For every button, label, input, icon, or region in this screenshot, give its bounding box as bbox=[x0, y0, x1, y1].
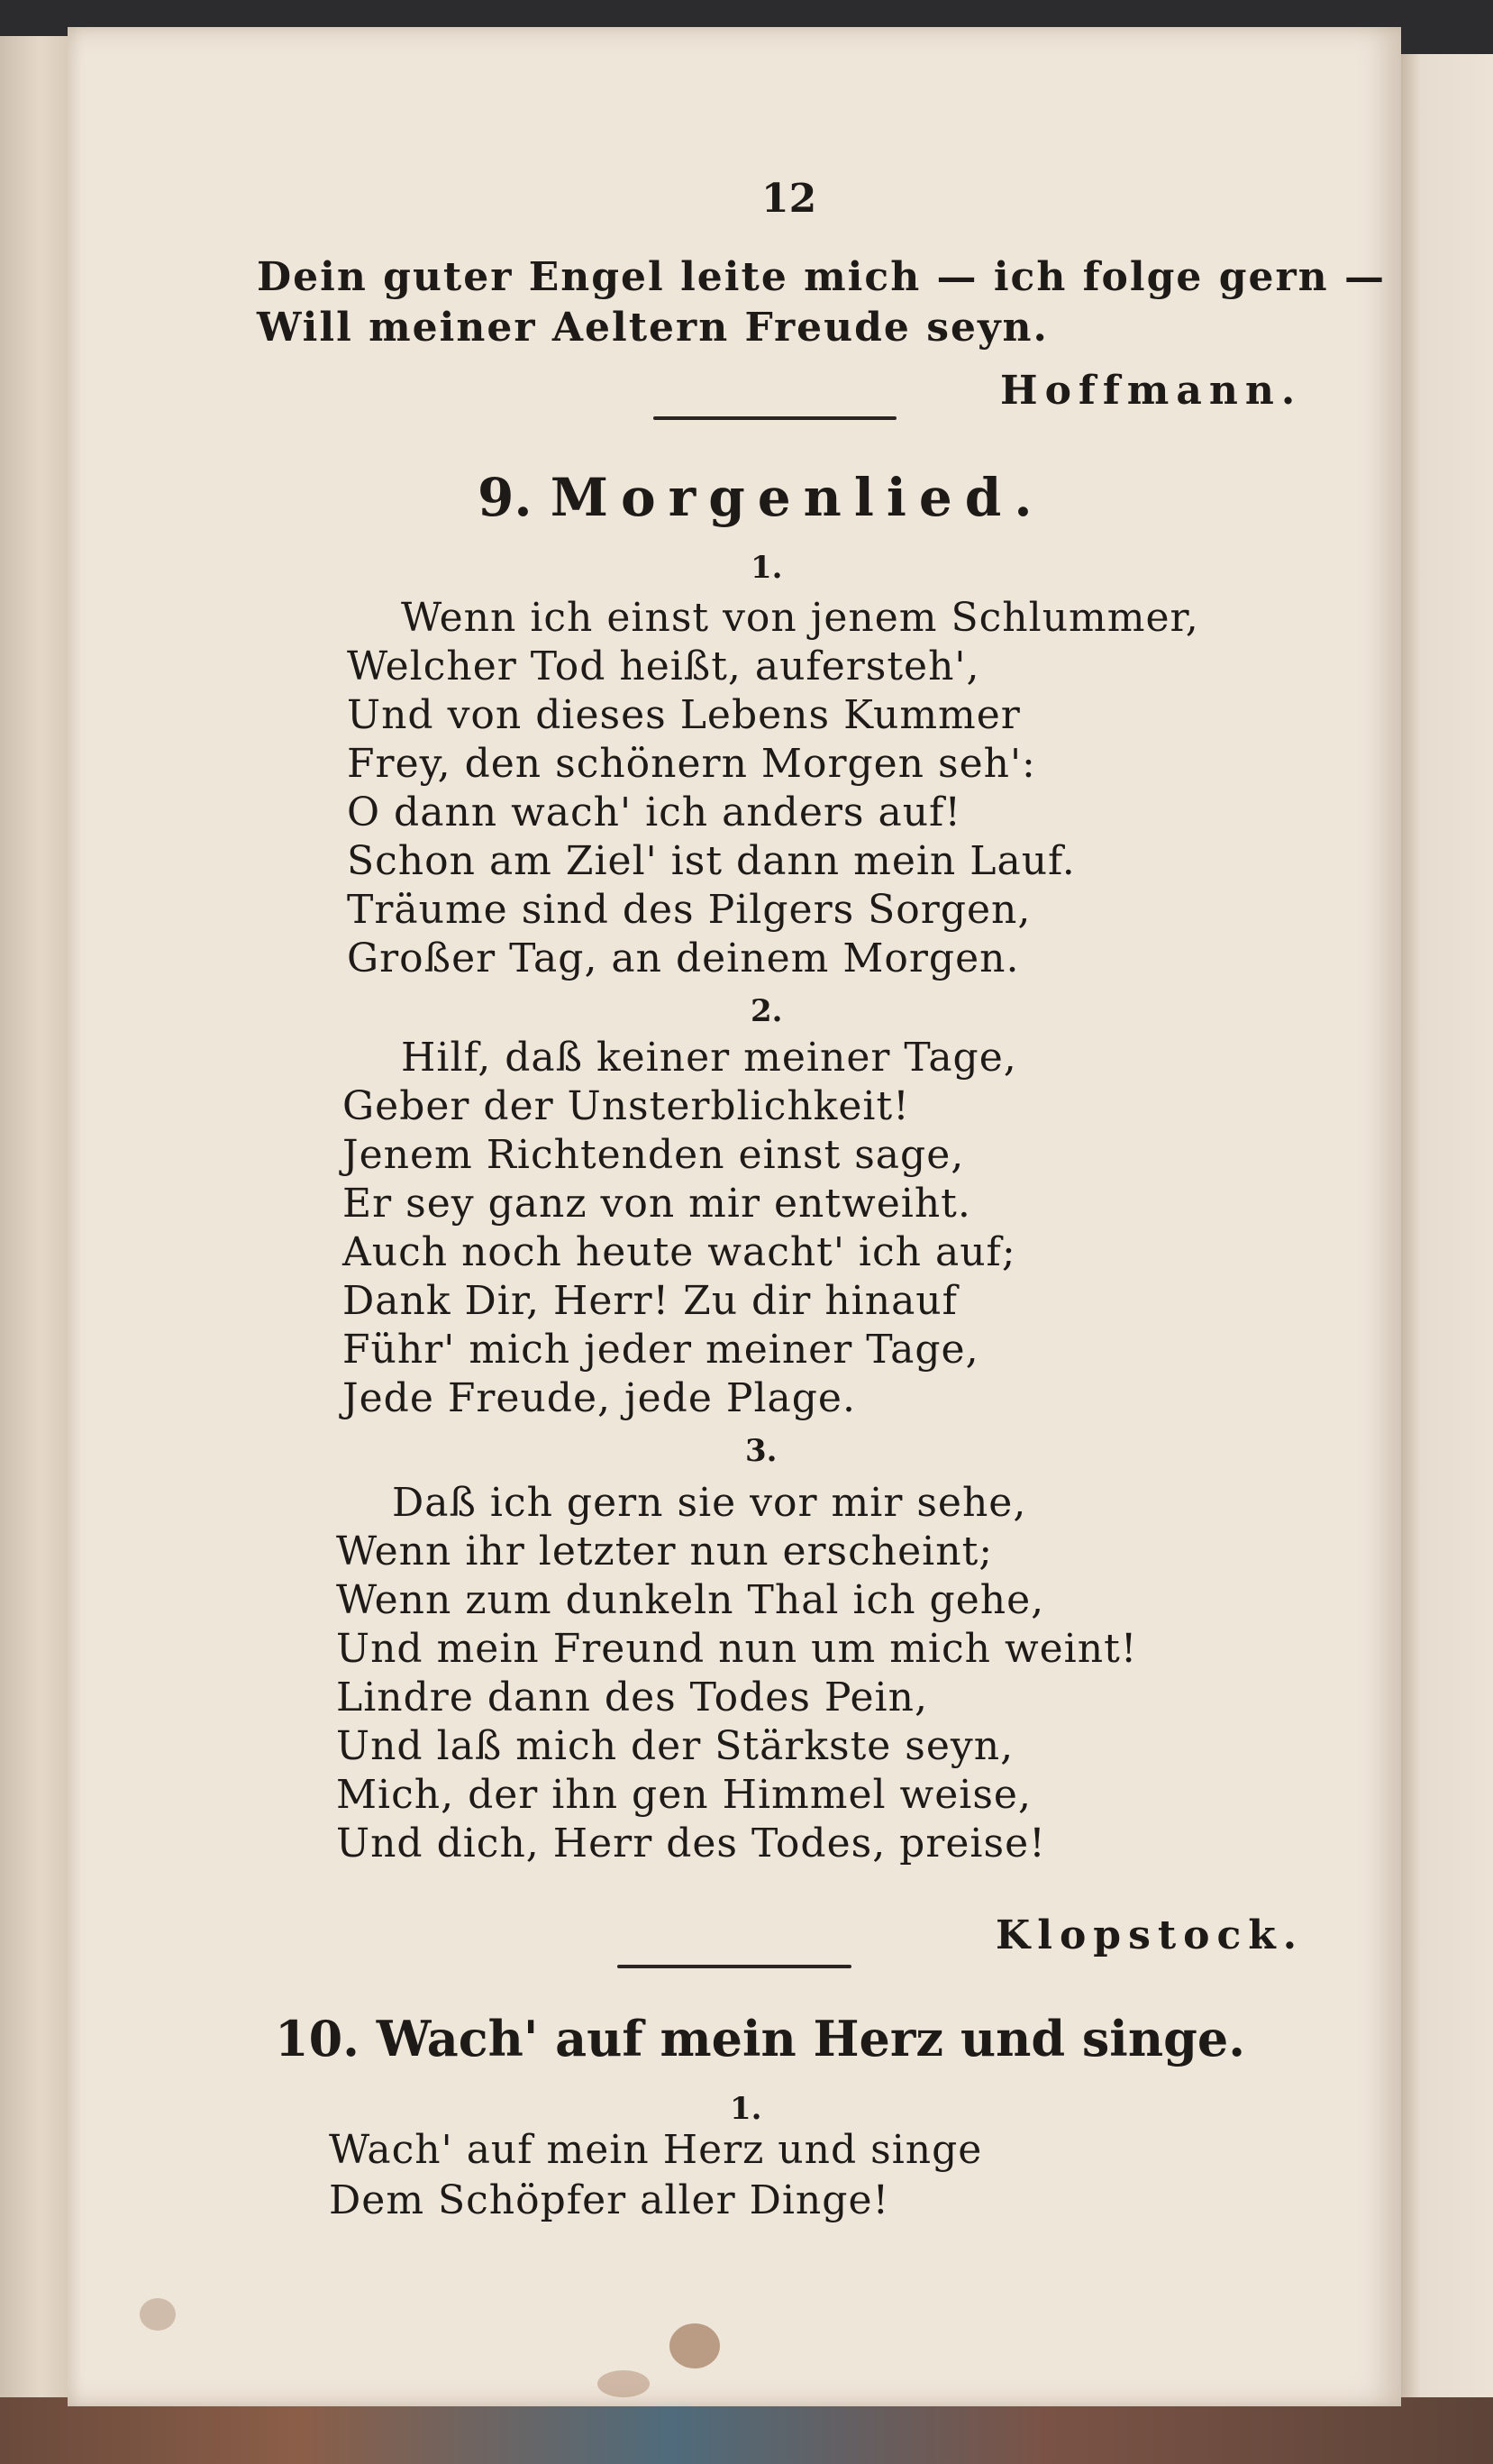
poem-line: Welcher Tod heißt, aufersteh', bbox=[347, 643, 980, 689]
stanza-number: 3. bbox=[745, 1433, 778, 1469]
poem-line: Schon am Ziel' ist dann mein Lauf. bbox=[347, 838, 1076, 884]
poem-line: Träume sind des Pilgers Sorgen, bbox=[347, 887, 1032, 933]
poem-line: Und von dieses Lebens Kummer bbox=[347, 692, 1021, 738]
poem-line: Lindre dann des Todes Pein, bbox=[336, 1675, 928, 1720]
poem-line: Großer Tag, an deinem Morgen. bbox=[347, 935, 1020, 981]
book-page bbox=[68, 27, 1401, 2406]
poem-line: Und laß mich der Stärkste seyn, bbox=[336, 1723, 1015, 1769]
divider-rule bbox=[617, 1965, 851, 1968]
hymn-title-text: Wach' auf mein Herz und singe. bbox=[376, 2010, 1245, 2067]
poem-line: Führ' mich jeder meiner Tage, bbox=[342, 1327, 979, 1373]
poem-line: Wenn ihr letzter nun erscheint; bbox=[336, 1529, 994, 1574]
poem-line: Und mein Freund nun um mich weint! bbox=[336, 1626, 1138, 1672]
hymn-title bbox=[275, 2010, 1245, 2067]
author-klopstock: Klopstock. bbox=[996, 1912, 1305, 1958]
hymn-title bbox=[478, 467, 1045, 528]
poem-line: Er sey ganz von mir entweiht. bbox=[342, 1181, 971, 1227]
stanza-number: 1. bbox=[751, 550, 783, 586]
stanza-number: 2. bbox=[751, 993, 783, 1029]
poem-line: Hilf, daß keiner meiner Tage, bbox=[401, 1035, 1017, 1081]
divider-rule bbox=[653, 416, 897, 420]
poem-line: Wenn zum dunkeln Thal ich gehe, bbox=[336, 1577, 1045, 1623]
poem-line: Mich, der ihn gen Himmel weise, bbox=[336, 1772, 1032, 1818]
stanza-number: 1. bbox=[730, 2091, 762, 2127]
hymn-number: 9. bbox=[478, 467, 533, 528]
author-hoffmann: Hoffmann. bbox=[1000, 368, 1303, 414]
poem-line: O dann wach' ich anders auf! bbox=[347, 789, 962, 835]
poem-line: Jede Freude, jede Plage. bbox=[342, 1375, 856, 1421]
poem-line: Wenn ich einst von jenem Schlummer, bbox=[401, 595, 1199, 641]
facing-page-edge bbox=[1397, 54, 1493, 2406]
foxing-stain bbox=[140, 2298, 176, 2331]
book-binding bbox=[0, 2397, 1493, 2464]
page-number: 12 bbox=[761, 176, 817, 222]
hymn-title-text: Morgenlied. bbox=[550, 467, 1045, 528]
poem-line: Dem Schöpfer aller Dinge! bbox=[329, 2177, 890, 2223]
poem-line: Wach' auf mein Herz und singe bbox=[329, 2127, 983, 2173]
poem-line: Will meiner Aeltern Freude seyn. bbox=[257, 305, 1049, 351]
poem-line: Auch noch heute wacht' ich auf; bbox=[342, 1229, 1016, 1275]
foxing-stain bbox=[597, 2370, 650, 2397]
poem-line: Daß ich gern sie vor mir sehe, bbox=[392, 1480, 1027, 1526]
foxing-stain bbox=[669, 2323, 720, 2368]
page-stack-edge bbox=[0, 36, 68, 2424]
hymn-number: 10. bbox=[275, 2010, 360, 2067]
poem-line: Dein guter Engel leite mich — ich folge gern — bbox=[257, 254, 1386, 300]
poem-line: Frey, den schönern Morgen seh': bbox=[347, 741, 1036, 787]
poem-line: Geber der Unsterblichkeit! bbox=[342, 1083, 910, 1129]
poem-line: Jenem Richtenden einst sage, bbox=[342, 1132, 965, 1178]
poem-line: Dank Dir, Herr! Zu dir hinauf bbox=[342, 1278, 958, 1324]
poem-line: Und dich, Herr des Todes, preise! bbox=[336, 1821, 1046, 1866]
